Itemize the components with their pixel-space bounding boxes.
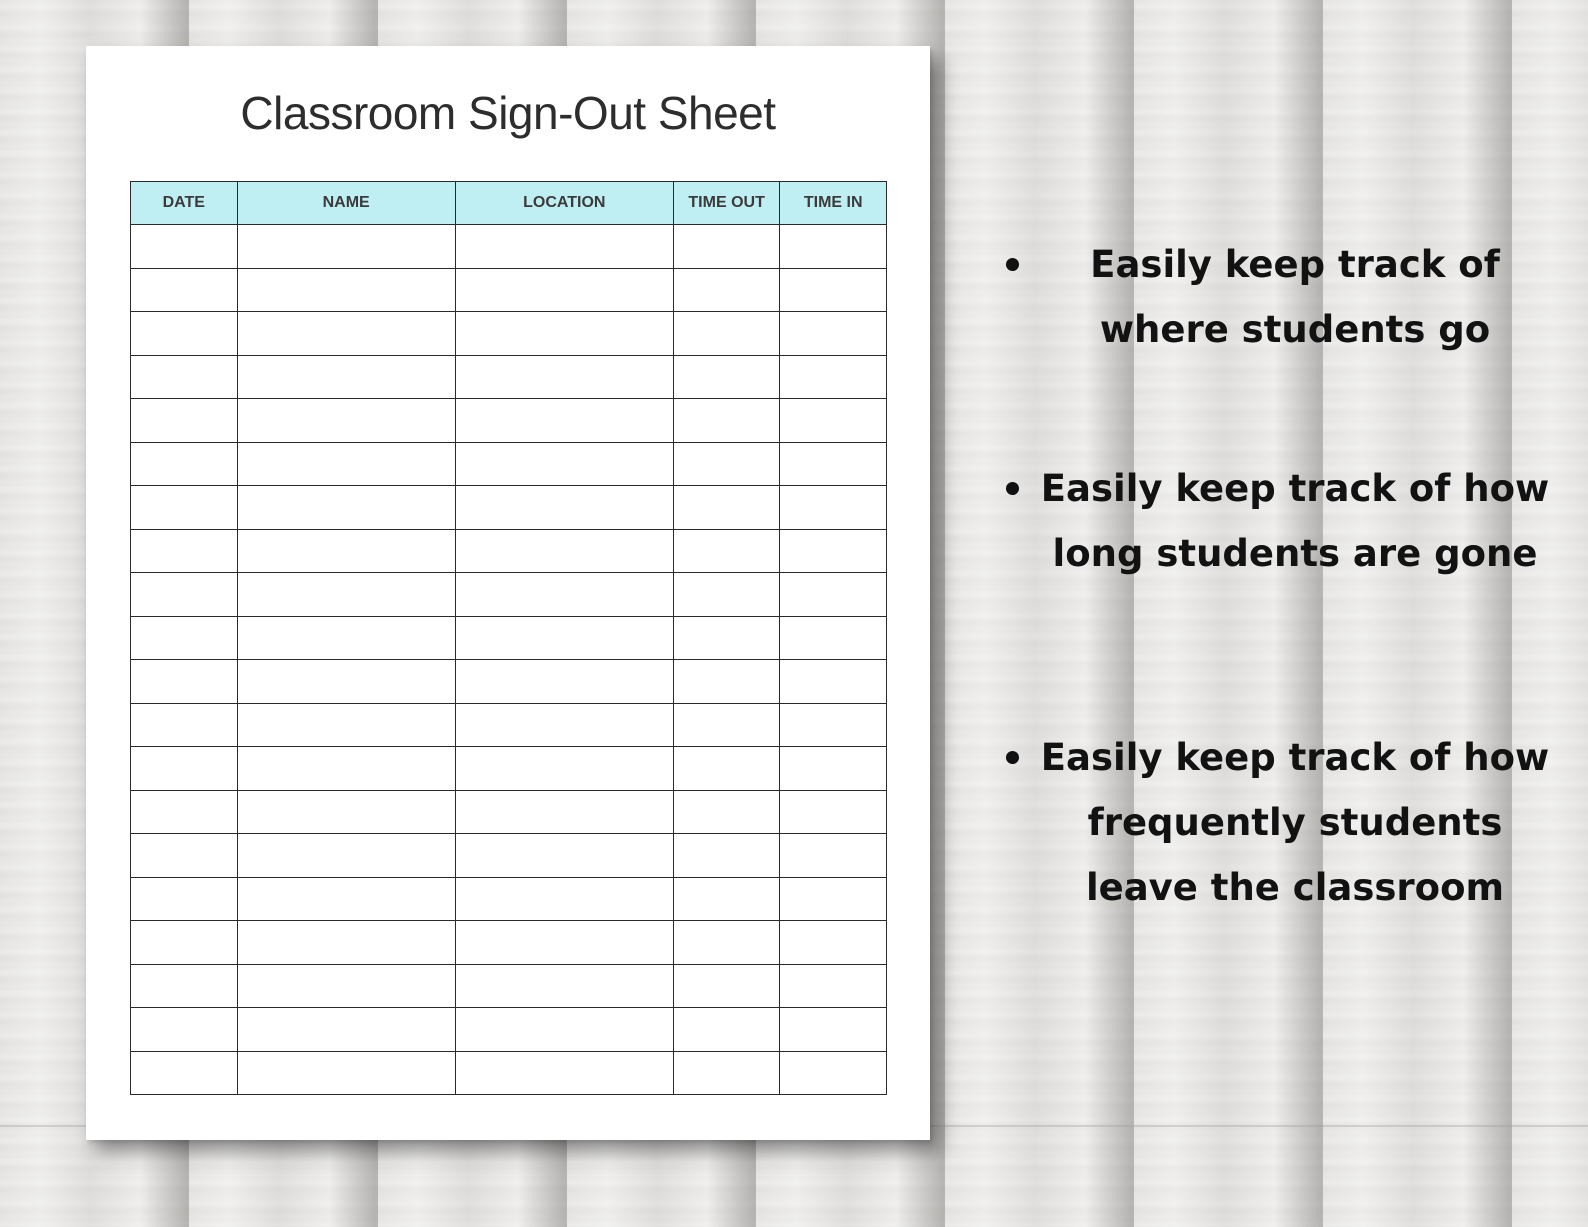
- blank-cell-time-in: [780, 790, 887, 834]
- blank-cell-time-in: [780, 399, 887, 443]
- blank-cell-time-in: [780, 1008, 887, 1052]
- blank-cell-name: [237, 964, 455, 1008]
- blank-cell-name: [237, 268, 455, 312]
- table-row: [131, 399, 887, 443]
- blank-cell-location: [455, 834, 673, 878]
- bullet-icon: [1006, 751, 1019, 764]
- column-header-time-in: TIME IN: [780, 182, 887, 225]
- blank-cell-location: [455, 268, 673, 312]
- table-row: [131, 703, 887, 747]
- blank-cell-time-out: [673, 877, 780, 921]
- blank-cell-time-in: [780, 747, 887, 791]
- blank-cell-location: [455, 790, 673, 834]
- blank-cell-name: [237, 921, 455, 965]
- table-row: [131, 355, 887, 399]
- sign-out-table: [130, 181, 887, 1095]
- blank-cell-location: [455, 921, 673, 965]
- table-row: [131, 1008, 887, 1052]
- table-row: [131, 921, 887, 965]
- blank-cell-time-in: [780, 964, 887, 1008]
- blank-cell-time-in: [780, 225, 887, 269]
- blank-cell-date: [131, 616, 238, 660]
- table-row: [131, 616, 887, 660]
- column-header-location: LOCATION: [455, 182, 673, 225]
- blank-cell-name: [237, 1051, 455, 1095]
- table-row: [131, 225, 887, 269]
- blank-cell-time-out: [673, 399, 780, 443]
- blank-cell-location: [455, 1008, 673, 1052]
- blank-cell-location: [455, 225, 673, 269]
- blank-cell-name: [237, 225, 455, 269]
- table-row: [131, 529, 887, 573]
- blank-cell-time-out: [673, 921, 780, 965]
- blank-cell-date: [131, 834, 238, 878]
- table-row: [131, 312, 887, 356]
- feature-text: Easily keep track of where students go: [1090, 243, 1500, 351]
- column-header-time-out: TIME OUT: [673, 182, 780, 225]
- blank-cell-time-in: [780, 573, 887, 617]
- blank-cell-time-out: [673, 1008, 780, 1052]
- blank-cell-date: [131, 1008, 238, 1052]
- blank-cell-name: [237, 877, 455, 921]
- blank-cell-date: [131, 964, 238, 1008]
- blank-cell-time-in: [780, 355, 887, 399]
- blank-cell-name: [237, 660, 455, 704]
- table-row: [131, 660, 887, 704]
- blank-cell-date: [131, 921, 238, 965]
- blank-cell-time-out: [673, 1051, 780, 1095]
- blank-cell-time-out: [673, 529, 780, 573]
- table-body: [131, 225, 887, 1095]
- blank-cell-name: [237, 616, 455, 660]
- sign-out-sheet: [86, 46, 930, 1140]
- blank-cell-time-out: [673, 268, 780, 312]
- blank-cell-time-out: [673, 660, 780, 704]
- table-row: [131, 964, 887, 1008]
- blank-cell-date: [131, 355, 238, 399]
- bullet-icon: [1006, 258, 1019, 271]
- blank-cell-time-out: [673, 964, 780, 1008]
- blank-cell-date: [131, 268, 238, 312]
- blank-cell-date: [131, 529, 238, 573]
- blank-cell-time-out: [673, 312, 780, 356]
- blank-cell-time-in: [780, 703, 887, 747]
- blank-cell-time-in: [780, 921, 887, 965]
- table-row: [131, 877, 887, 921]
- table-header-row: [131, 182, 887, 225]
- blank-cell-time-in: [780, 529, 887, 573]
- blank-cell-date: [131, 1051, 238, 1095]
- feature-text: Easily keep track of how frequently students leave the classroom: [1040, 736, 1550, 909]
- table-row: [131, 1051, 887, 1095]
- blank-cell-location: [455, 877, 673, 921]
- blank-cell-location: [455, 660, 673, 704]
- blank-cell-date: [131, 399, 238, 443]
- blank-cell-location: [455, 312, 673, 356]
- table-row: [131, 486, 887, 530]
- blank-cell-date: [131, 660, 238, 704]
- blank-cell-time-in: [780, 877, 887, 921]
- blank-cell-location: [455, 486, 673, 530]
- blank-cell-location: [455, 355, 673, 399]
- column-header-date: DATE: [131, 182, 238, 225]
- table-row: [131, 747, 887, 791]
- blank-cell-time-out: [673, 355, 780, 399]
- blank-cell-name: [237, 790, 455, 834]
- column-header-name: NAME: [237, 182, 455, 225]
- blank-cell-date: [131, 790, 238, 834]
- blank-cell-name: [237, 834, 455, 878]
- blank-cell-time-in: [780, 268, 887, 312]
- bullet-icon: [1006, 482, 1019, 495]
- blank-cell-date: [131, 442, 238, 486]
- blank-cell-date: [131, 312, 238, 356]
- blank-cell-date: [131, 486, 238, 530]
- table-row: [131, 268, 887, 312]
- feature-text: Easily keep track of how long students are gone: [1040, 467, 1550, 575]
- blank-cell-date: [131, 225, 238, 269]
- blank-cell-time-out: [673, 573, 780, 617]
- table-row: [131, 442, 887, 486]
- blank-cell-location: [455, 399, 673, 443]
- blank-cell-time-in: [780, 834, 887, 878]
- blank-cell-time-out: [673, 486, 780, 530]
- blank-cell-location: [455, 573, 673, 617]
- blank-cell-location: [455, 442, 673, 486]
- blank-cell-time-out: [673, 442, 780, 486]
- blank-cell-time-out: [673, 834, 780, 878]
- blank-cell-date: [131, 703, 238, 747]
- blank-cell-time-in: [780, 616, 887, 660]
- blank-cell-time-out: [673, 225, 780, 269]
- blank-cell-time-in: [780, 312, 887, 356]
- blank-cell-name: [237, 747, 455, 791]
- blank-cell-time-out: [673, 616, 780, 660]
- blank-cell-name: [237, 486, 455, 530]
- blank-cell-name: [237, 529, 455, 573]
- blank-cell-location: [455, 616, 673, 660]
- blank-cell-name: [237, 1008, 455, 1052]
- blank-cell-time-in: [780, 486, 887, 530]
- blank-cell-location: [455, 1051, 673, 1095]
- table-row: [131, 834, 887, 878]
- blank-cell-name: [237, 399, 455, 443]
- blank-cell-time-in: [780, 660, 887, 704]
- blank-cell-time-out: [673, 703, 780, 747]
- blank-cell-name: [237, 355, 455, 399]
- blank-cell-date: [131, 877, 238, 921]
- blank-cell-location: [455, 964, 673, 1008]
- blank-cell-name: [237, 573, 455, 617]
- blank-cell-location: [455, 703, 673, 747]
- sheet-title: Classroom Sign-Out Sheet: [240, 87, 776, 139]
- table-row: [131, 573, 887, 617]
- blank-cell-name: [237, 442, 455, 486]
- blank-cell-time-out: [673, 790, 780, 834]
- blank-cell-time-in: [780, 442, 887, 486]
- blank-cell-name: [237, 703, 455, 747]
- blank-cell-location: [455, 529, 673, 573]
- blank-cell-time-out: [673, 747, 780, 791]
- blank-cell-date: [131, 747, 238, 791]
- blank-cell-name: [237, 312, 455, 356]
- blank-cell-date: [131, 573, 238, 617]
- blank-cell-location: [455, 747, 673, 791]
- table-row: [131, 790, 887, 834]
- blank-cell-time-in: [780, 1051, 887, 1095]
